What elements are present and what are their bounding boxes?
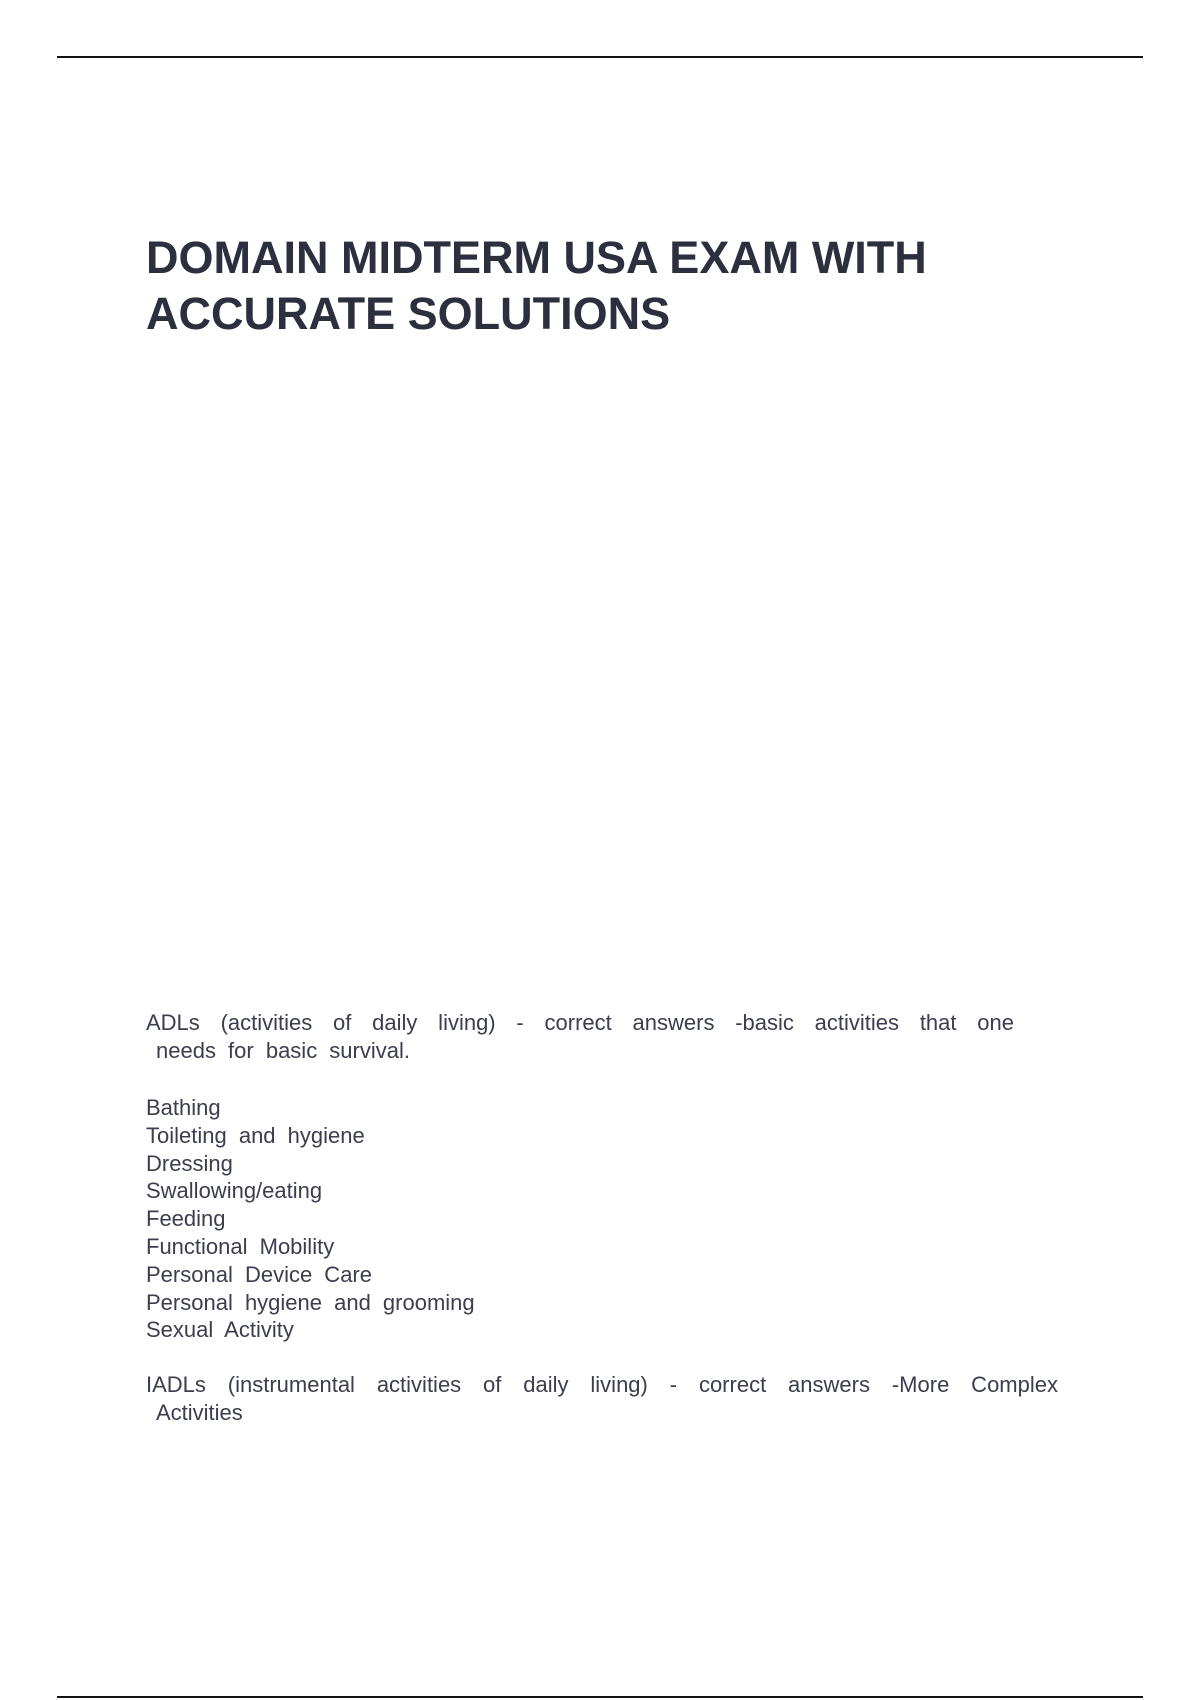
title-line-2: ACCURATE SOLUTIONS <box>146 288 671 339</box>
list-item: Personal hygiene and grooming <box>146 1289 475 1315</box>
list-item: Feeding <box>146 1206 226 1232</box>
qa-answer-line: needs for basic survival. <box>156 1038 410 1063</box>
list-item: Personal Device Care <box>146 1261 372 1287</box>
header-rule <box>57 56 1143 58</box>
list-item: Swallowing/eating <box>146 1178 323 1204</box>
title-line-1: DOMAIN MIDTERM USA EXAM WITH <box>146 232 927 283</box>
qa-question-line: ADLs (activities of daily living) - correct answers -basic activities that one <box>146 1010 1014 1035</box>
footer-rule <box>57 1696 1143 1698</box>
list-item: Functional Mobility <box>146 1233 335 1259</box>
document-title <box>146 230 1046 342</box>
list-item: Toileting and hygiene <box>146 1122 365 1148</box>
qa-item-iadls <box>146 1371 1058 1427</box>
qa-item-adls <box>146 1009 1014 1065</box>
qa-question-line: IADLs (instrumental activities of daily living) - correct answers -More Complex <box>146 1372 1058 1397</box>
adl-list <box>146 1094 475 1344</box>
list-item: Sexual Activity <box>146 1317 294 1343</box>
qa-answer-line: Activities <box>156 1400 243 1425</box>
list-item: Dressing <box>146 1150 233 1176</box>
list-item: Bathing <box>146 1095 221 1120</box>
